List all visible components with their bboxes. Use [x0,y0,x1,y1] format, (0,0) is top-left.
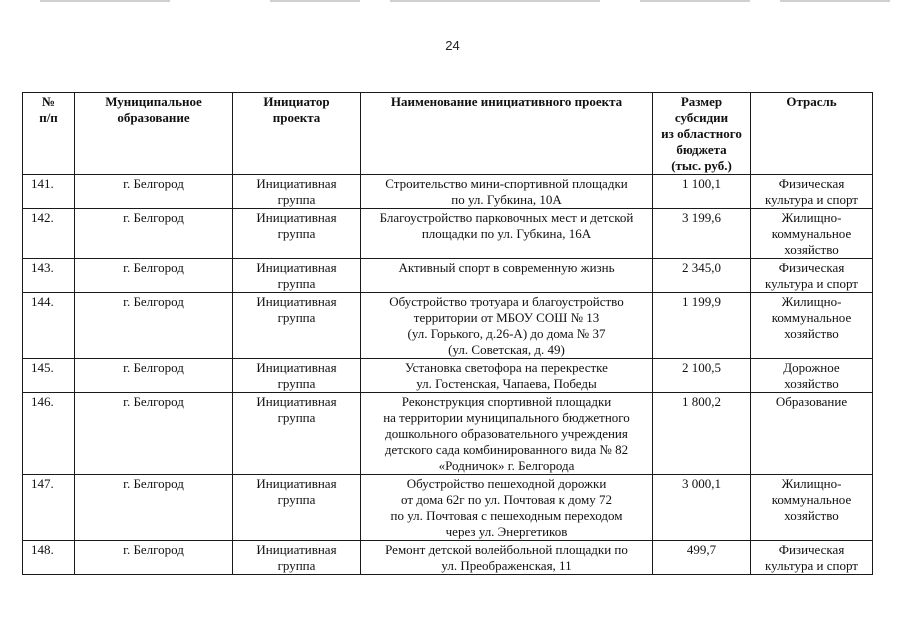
row-number: 147. [23,475,75,541]
row-municipality: г. Белгород [75,541,233,575]
row-sector: Физическая культура и спорт [751,175,873,209]
row-number: 141. [23,175,75,209]
row-sector: Жилищно- коммунальное хозяйство [751,209,873,259]
row-project: Благоустройство парковочных мест и детской площадки по ул. Губкина, 16А [361,209,653,259]
row-initiator: Инициативная группа [233,293,361,359]
row-initiator: Инициативная группа [233,259,361,293]
row-project: Реконструкция спортивной площадки на территории муниципального бюджетного дошкольного образовательного учреждения детского сада комбинированного вида № 82 «Родничок» г. Белгорода [361,393,653,475]
row-initiator: Инициативная группа [233,209,361,259]
table-row [23,541,873,575]
table-row [23,209,873,259]
row-amount: 2 100,5 [653,359,751,393]
row-number: 144. [23,293,75,359]
row-number: 146. [23,393,75,475]
row-municipality: г. Белгород [75,393,233,475]
row-initiator: Инициативная группа [233,359,361,393]
row-initiator: Инициативная группа [233,175,361,209]
row-municipality: г. Белгород [75,475,233,541]
row-sector: Жилищно- коммунальное хозяйство [751,475,873,541]
header-municipality: Муниципальное образование [75,93,233,175]
projects-table [22,92,873,575]
row-sector: Дорожное хозяйство [751,359,873,393]
row-project: Строительство мини-спортивной площадки по ул. Губкина, 10А [361,175,653,209]
row-sector: Физическая культура и спорт [751,259,873,293]
row-municipality: г. Белгород [75,209,233,259]
row-initiator: Инициативная группа [233,475,361,541]
table-row [23,175,873,209]
row-municipality: г. Белгород [75,175,233,209]
row-amount: 2 345,0 [653,259,751,293]
row-initiator: Инициативная группа [233,393,361,475]
row-municipality: г. Белгород [75,293,233,359]
row-municipality: г. Белгород [75,259,233,293]
row-amount: 3 199,6 [653,209,751,259]
row-amount: 1 100,1 [653,175,751,209]
row-amount: 3 000,1 [653,475,751,541]
row-sector: Жилищно- коммунальное хозяйство [751,293,873,359]
header-project: Наименование инициативного проекта [361,93,653,175]
table-row [23,475,873,541]
row-number: 145. [23,359,75,393]
row-initiator: Инициативная группа [233,541,361,575]
row-project: Ремонт детской волейбольной площадки по ул. Преображенская, 11 [361,541,653,575]
row-amount: 1 199,9 [653,293,751,359]
row-project: Обустройство пешеходной дорожки от дома 62г по ул. Почтовая к дому 72 по ул. Почтовая с пешеходным переходом через ул. Энергетиков [361,475,653,541]
row-number: 142. [23,209,75,259]
table-row [23,359,873,393]
table-row [23,393,873,475]
row-project: Установка светофора на перекрестке ул. Гостенская, Чапаева, Победы [361,359,653,393]
row-number: 143. [23,259,75,293]
row-project: Активный спорт в современную жизнь [361,259,653,293]
page-number: 24 [445,38,460,53]
row-sector: Физическая культура и спорт [751,541,873,575]
header-sector: Отрасль [751,93,873,175]
row-municipality: г. Белгород [75,359,233,393]
row-amount: 1 800,2 [653,393,751,475]
row-project: Обустройство тротуара и благоустройство территории от МБОУ СОШ № 13 (ул. Горького, д.26-А) до дома № 37 (ул. Советская, д. 49) [361,293,653,359]
header-subsidy: Размер субсидии из областного бюджета (тыс. руб.) [653,93,751,175]
table-header-row [23,93,873,175]
row-amount: 499,7 [653,541,751,575]
table-row [23,259,873,293]
row-sector: Образование [751,393,873,475]
header-initiator: Инициатор проекта [233,93,361,175]
row-number: 148. [23,541,75,575]
header-num: № п/п [23,93,75,175]
table-row [23,293,873,359]
